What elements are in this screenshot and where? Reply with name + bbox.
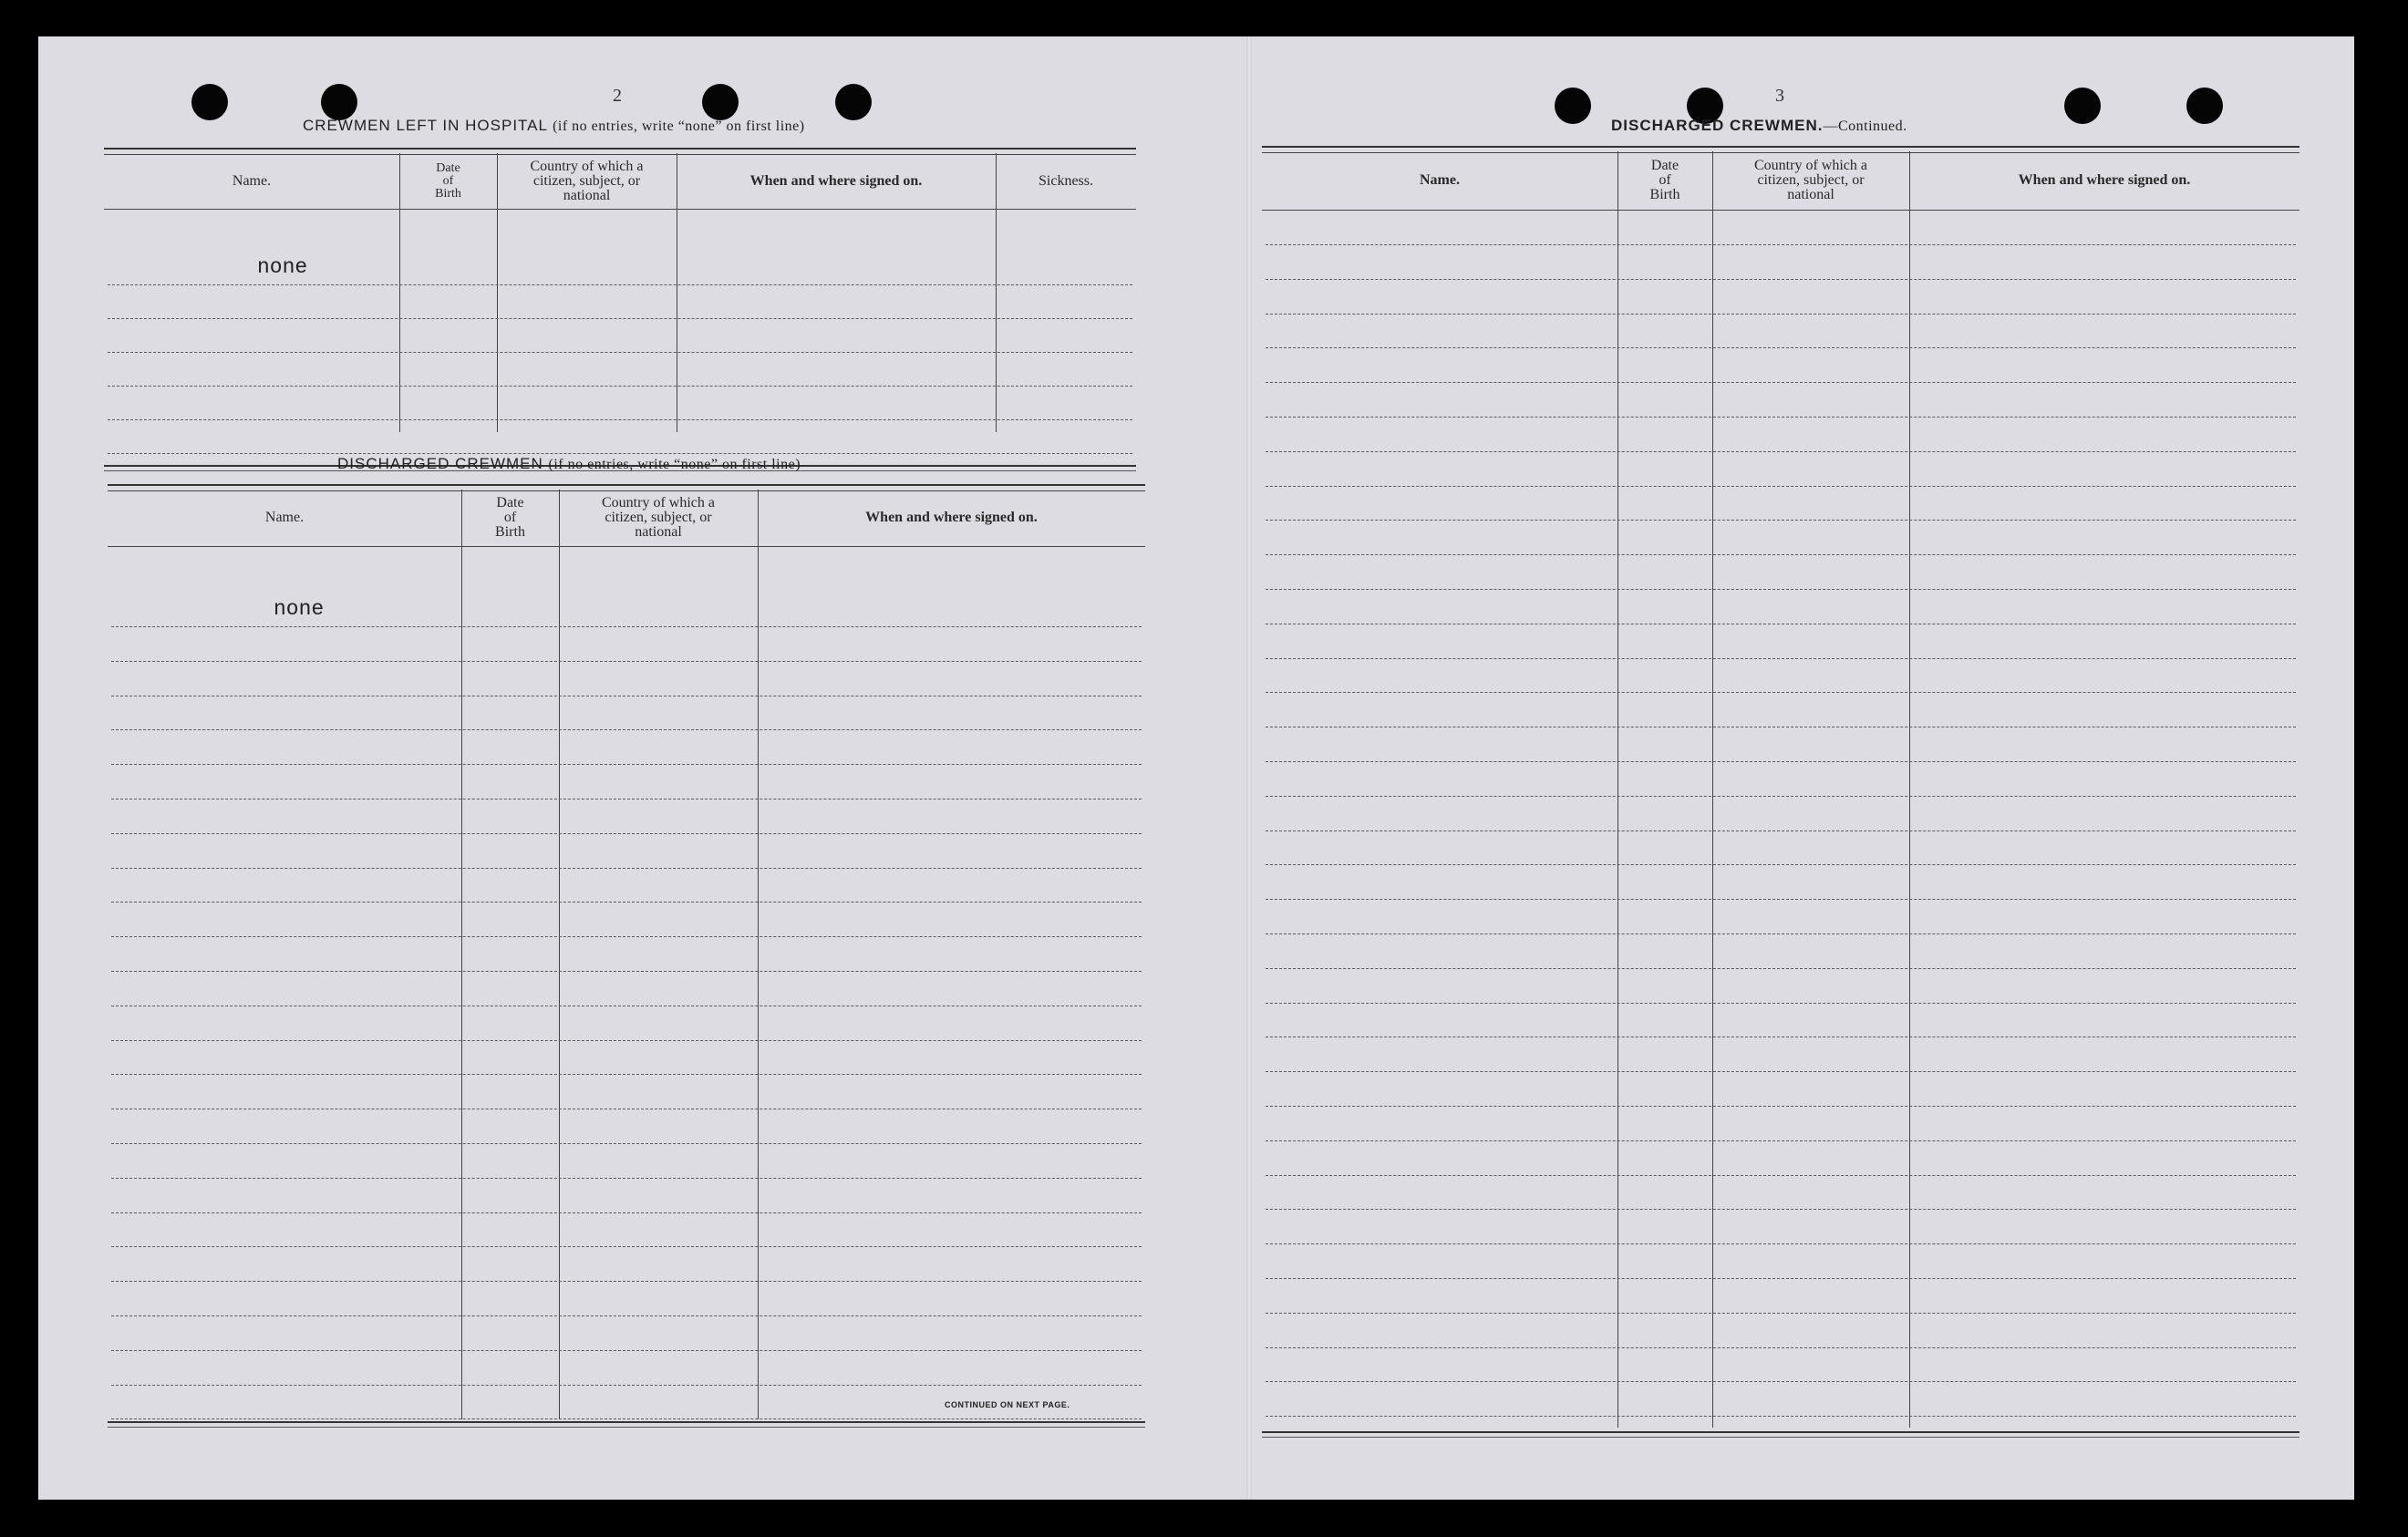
ruled-line: [1266, 486, 2296, 487]
ruled-line: [111, 626, 1142, 627]
column-header-country: [559, 490, 758, 546]
ruled-line: [1266, 830, 2296, 831]
ruled-line: [1266, 761, 2296, 762]
header-dob-line3: Birth: [495, 524, 525, 540]
ruled-line: [111, 729, 1142, 730]
ruled-line: [1266, 1416, 2296, 1417]
ruled-line: [1266, 1140, 2296, 1141]
ruled-line: [1266, 1381, 2296, 1382]
punch-hole: [835, 84, 872, 120]
ruled-line: [111, 1246, 1142, 1247]
discharged-table: [108, 484, 1145, 1427]
header-country-line2: citizen, subject, or: [605, 510, 712, 525]
header-name-label: Name.: [264, 510, 305, 525]
form-sheet: [38, 36, 2354, 1500]
discharged-section-title: [337, 455, 801, 473]
ruled-line: [111, 868, 1142, 869]
ruled-line: [1266, 554, 2296, 555]
ruled-line: [111, 1315, 1142, 1316]
ruled-line: [111, 1418, 1142, 1419]
ruled-line: [111, 1281, 1142, 1282]
column-header-name: [108, 490, 461, 546]
ruled-line: [111, 1178, 1142, 1179]
ruled-line: [1266, 1243, 2296, 1244]
ruled-line: [1266, 899, 2296, 900]
hospital-table: [104, 148, 1136, 470]
header-signed-on-label: When and where signed on.: [865, 510, 1038, 525]
ruled-line: [1266, 417, 2296, 418]
ruled-line: [111, 1385, 1142, 1386]
ruled-line: [1266, 658, 2296, 659]
ruled-line: [1266, 589, 2296, 590]
header-dob-line1: Date: [1650, 158, 1679, 173]
ruled-line: [111, 1040, 1142, 1041]
ruled-line: [1266, 1313, 2296, 1314]
column-divider: [559, 490, 560, 1419]
ruled-line: [1266, 451, 2296, 452]
right-title-text: DISCHARGED CREWMEN.: [1611, 117, 1824, 134]
punch-hole: [702, 84, 739, 120]
ruled-line: [1266, 692, 2296, 693]
ruled-line: [111, 1212, 1142, 1213]
ruled-line: [108, 318, 1132, 319]
header-signed-on-label: When and where signed on.: [749, 172, 923, 189]
header-rule: [108, 546, 1145, 547]
column-header-signed-on: [758, 490, 1145, 546]
continued-note: CONTINUED ON NEXT PAGE.: [945, 1400, 1070, 1409]
header-rule: [104, 209, 1136, 210]
ruled-line: [111, 1143, 1142, 1144]
punch-hole: [2064, 88, 2101, 124]
header-dob-line3: Birth: [435, 186, 461, 201]
column-header-signed-on: [677, 153, 996, 209]
ruled-line: [108, 352, 1132, 353]
header-country-line1: Country of which a: [1754, 158, 1867, 173]
first-entry-none: none: [274, 597, 325, 621]
ruled-line: [108, 386, 1132, 387]
hospital-instruction: (if no entries, write “none” on first line): [553, 119, 805, 134]
header-dob-line2: of: [442, 173, 454, 188]
column-header-signed-on: [1909, 151, 2299, 210]
column-header-sickness: [996, 153, 1136, 209]
header-dob-line1: Date: [436, 160, 460, 175]
ruled-line: [108, 419, 1132, 420]
header-rule: [1262, 210, 2299, 211]
punch-hole: [1555, 88, 1591, 124]
header-dob-line2: of: [503, 510, 517, 525]
header-dob-line2: of: [1659, 172, 1671, 188]
first-entry-none: none: [257, 255, 308, 279]
ruled-line: [1266, 1278, 2296, 1279]
column-divider: [1909, 151, 1910, 1428]
discharged-title-text: DISCHARGED CREWMEN: [337, 455, 543, 472]
discharged-continued-table: [1262, 146, 2299, 1439]
hospital-title-text: CREWMEN LEFT IN HOSPITAL: [303, 117, 548, 134]
header-name-label: Name.: [1420, 172, 1460, 188]
ruled-line: [111, 661, 1142, 662]
ruled-line: [1266, 382, 2296, 383]
column-header-country: [497, 153, 677, 209]
ruled-line: [108, 284, 1132, 285]
header-country-line1: Country of which a: [602, 495, 715, 511]
column-header-dob: [461, 490, 559, 546]
header-country-line2: citizen, subject, or: [532, 172, 641, 189]
column-divider: [1712, 151, 1713, 1428]
ruled-line: [1266, 796, 2296, 797]
ruled-line: [111, 764, 1142, 765]
ruled-line: [1266, 1003, 2296, 1004]
ruled-line: [111, 1350, 1142, 1351]
header-country-line3: national: [563, 187, 611, 203]
column-header-dob: [1617, 151, 1712, 210]
ruled-line: [1266, 347, 2296, 348]
header-dob-line3: Birth: [1649, 187, 1680, 202]
ruled-line: [111, 833, 1142, 834]
column-header-name: [1262, 151, 1617, 210]
column-header-name: [104, 153, 399, 209]
header-sickness-label: Sickness.: [1039, 172, 1093, 189]
ruled-line: [1266, 1209, 2296, 1210]
punch-hole: [191, 84, 228, 120]
column-divider: [758, 490, 759, 1419]
ruled-line: [111, 1074, 1142, 1075]
ruled-line: [1266, 244, 2296, 245]
ruled-line: [1266, 1175, 2296, 1176]
header-country-line1: Country of which a: [530, 158, 644, 174]
page-number-left: 2: [613, 86, 622, 106]
ruled-line: [1266, 1347, 2296, 1348]
page-number-right: 3: [1775, 86, 1784, 106]
header-name-label: Name.: [232, 172, 272, 189]
punch-hole: [321, 84, 357, 120]
column-divider: [461, 490, 462, 1419]
header-country-line3: national: [1787, 187, 1834, 202]
ruled-line: [1266, 1106, 2296, 1107]
column-divider: [1617, 151, 1618, 1428]
right-title-suffix: —Continued.: [1823, 119, 1907, 134]
ruled-line: [111, 902, 1142, 903]
table-bottom-rule: [1262, 1431, 2299, 1438]
table-bottom-rule: [108, 1421, 1145, 1428]
ruled-line: [111, 936, 1142, 937]
ruled-line: [1266, 1071, 2296, 1072]
header-country-line3: national: [635, 524, 682, 540]
header-dob-line1: Date: [496, 495, 524, 511]
header-country-line2: citizen, subject, or: [1757, 172, 1865, 188]
ruled-line: [1266, 520, 2296, 521]
ruled-line: [1266, 279, 2296, 280]
ruled-line: [1266, 864, 2296, 865]
ruled-line: [111, 971, 1142, 972]
ruled-line: [1266, 968, 2296, 969]
discharged-instruction: (if no entries, write “none” on first line): [548, 457, 801, 472]
right-section-title: [1611, 117, 1907, 135]
column-header-country: [1712, 151, 1909, 210]
hospital-section-title: [303, 117, 805, 135]
page-fold: [1246, 36, 1252, 1500]
punch-hole: [2186, 88, 2223, 124]
header-signed-on-label: When and where signed on.: [2018, 172, 2191, 188]
ruled-line: [108, 453, 1132, 454]
ruled-line: [1266, 314, 2296, 315]
column-header-dob: [399, 153, 497, 209]
